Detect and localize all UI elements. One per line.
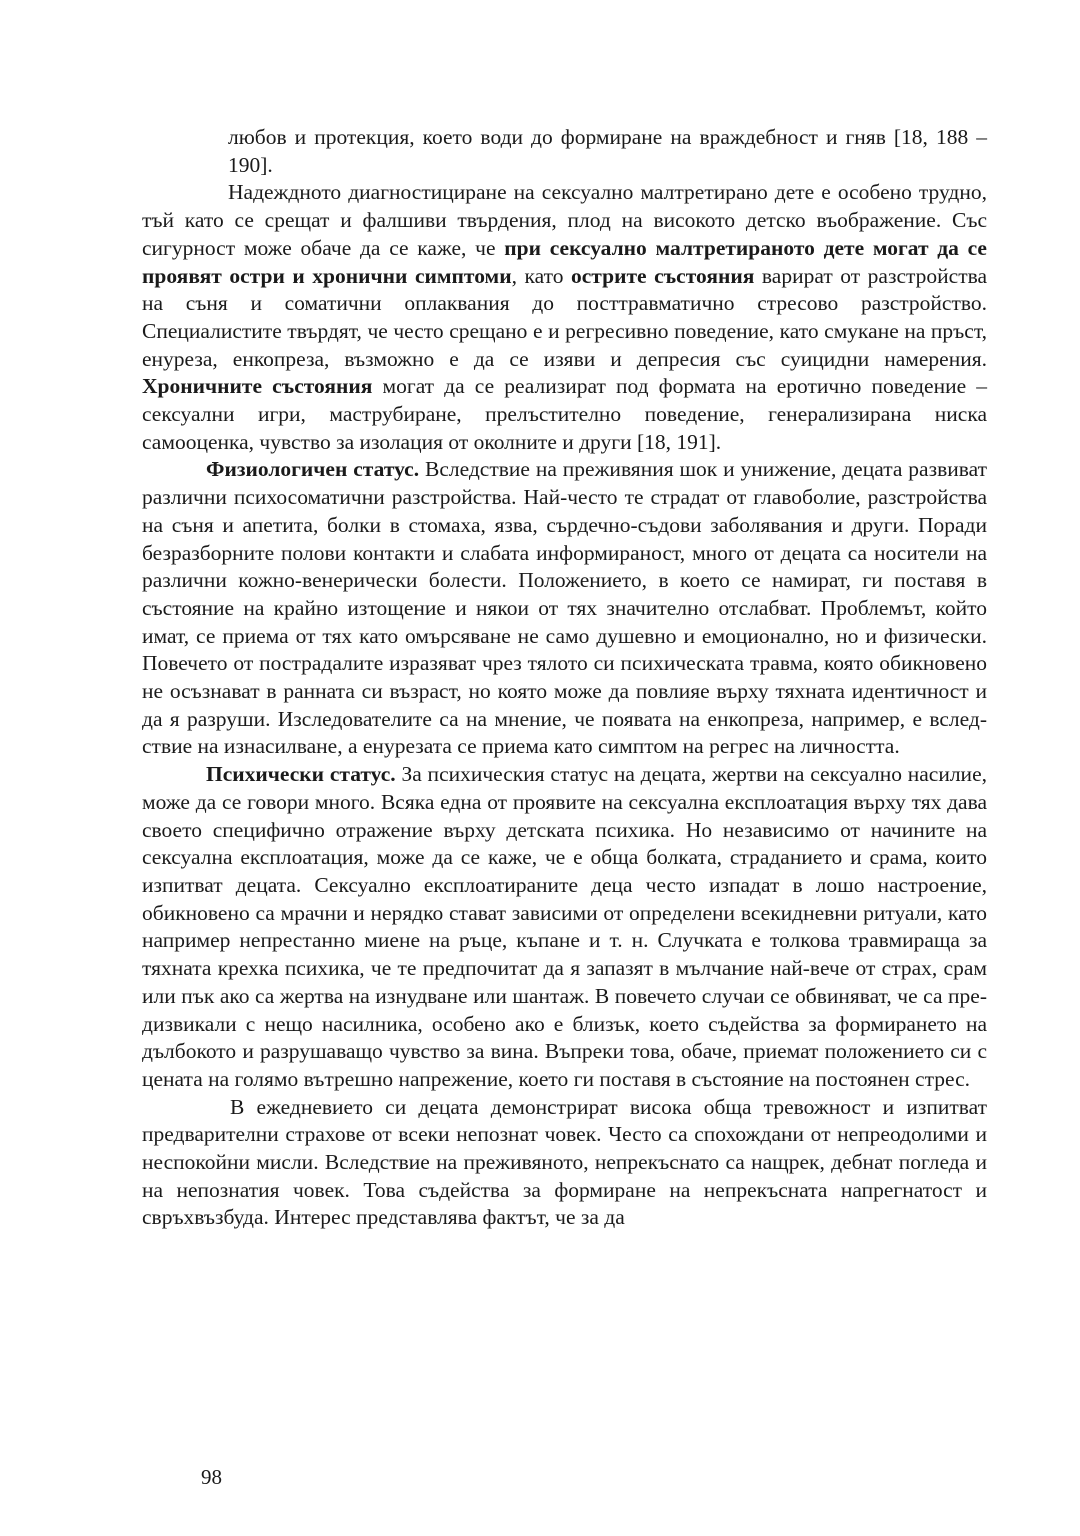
paragraph-text: Вследствие на преживяния шок и унижение, децата развиват различни психосоматични разстройства. Най-често те страдат от главоболие, разстройства на съня и апетита, болки в стомаха, язва, сърдечно-съдови заболявания и други. Поради безразборните полови контакти и слабата информираност, много от децата са носители на различни кожно-венерически болести. Положението, в което се намират, ги поставя в състояние на крайно изтощение и някои от тях значително отслабват. Проблемът, който имат, се приема от тях като омърсяване не само душевно и емоционално, но и физически. Повечето от пострадалите изразяват чрез тялото си психическата травма, която обикновено не осъзнават в ранната си възраст, но която може да повлияе върху тяхната идентичност и да я разруши. Изследователите са на мнение, че появата на енкопреза, например, е вследствие на изнасилване, а енурезата се приема като симптом на регрес на личността. — [142, 457, 987, 759]
bold-phrase: острите състояния — [571, 263, 755, 288]
paragraph-text: За психическия статус на децата, жертви на сексуално насилие, може да се говори много. Всяка една от проявите на сексуална експлоатация върху тях дава своето специфично отражение върху детската психика. Но независимо от начините на сексуална експлоатация, може да се каже, че е обща болката, страданието и срама, които изпитват децата. Сексуално експлоатираните деца често изпадат в лошо настроение, обикновено са мрачни и нерядко стават зависими от определени всекидневни ритуали, като например непрестанно миене на ръце, къпане и т. н. Случката е толкова травмираща за тяхната крехка психика, че те предпочитат да я запазят в мълчание най-вече от страх, срам или пък ако са жертва на изнудване или шантаж. В повечето случаи се обвиняват, че са предизвикали с нещо насилника, особено ако е близък, което съдейства за формирането на дълбокото и разрушаващо чувство за вина. Въпреки това, обаче, приемат положението си с цената на голямо вътрешно напрежение, което ги поставя в състояние на постоянен стрес. — [142, 762, 987, 1091]
section-heading: Физиологичен статус. — [206, 457, 420, 482]
bold-phrase: при сексуално малтретираното дете могат да се проявят остри и хронични симптоми — [142, 235, 987, 288]
page-body — [142, 124, 987, 1232]
text-run: варират от разстройства на съня и соматични оплаквания до посттравматично стресово разстройство. Специалистите твърдят, че често срещано е и регресивно поведение, като смукане на пръст, енуреза, енкопреза, възможно е да се изяви и депресия със суицидни намерения. — [142, 263, 988, 371]
paragraph-text: любов и протекция, което води до формиране на враждебност и гняв [18, 188 – 190]. — [228, 125, 987, 177]
text-run: Надеждното диагностициране на сексуално малтретирано дете е особено трудно, тъй като се срещат и фалшиви твърдения, плод на високото детско въображение. Със сигурност може обаче да се каже, че — [142, 180, 987, 260]
paragraph-text: В ежедневието си децата демонстрират висока обща тревожност и изпитват предварителни страхове от всеки непознат човек. Често са спохождани от непреодолими и неспокойни мисли. Вследствие на преживяното, непрекъснато са нащрек, дебнат погледа и на непознатия човек. Това съдейства за формиране на непрекъсната напрегнатост и свръхвъзбуда. Интерес представлява фактът, че за да — [142, 1094, 987, 1230]
bold-phrase: Хроничните състояния — [142, 374, 373, 399]
section-heading: Психически статус. — [206, 762, 396, 787]
text-run: , като — [511, 263, 571, 288]
paragraph-daily-life — [142, 1094, 987, 1233]
page-number: 98 — [201, 1465, 222, 1489]
paragraph-continuation — [142, 124, 987, 179]
text-run: могат да се реализират под формата на еротично поведение – сексуални игри, маструбиране, прелъстително поведение, генерализирана ниска самооценка, чувство за изолация от околните и други [18, 191]. — [142, 374, 987, 454]
paragraph-psychological-status — [142, 761, 987, 1093]
paragraph-physiological-status — [142, 456, 987, 761]
paragraph-diagnosis — [142, 179, 987, 456]
